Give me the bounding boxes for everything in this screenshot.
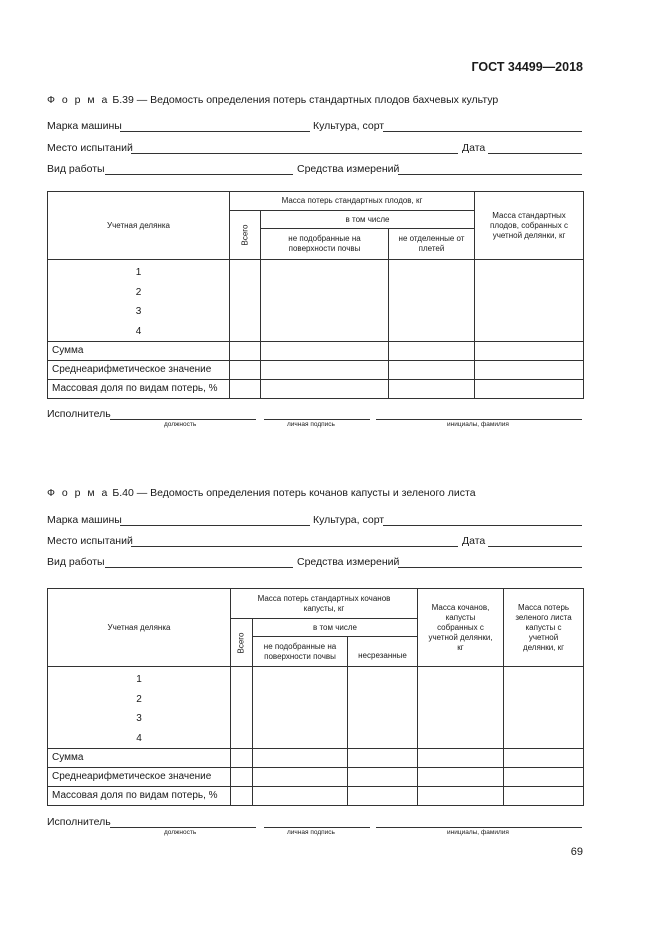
plot-number: 3 — [136, 713, 142, 724]
form-39-culture-field[interactable] — [383, 131, 582, 132]
data-cell[interactable] — [230, 260, 261, 342]
form-39-place-field[interactable] — [131, 153, 458, 154]
data-cell[interactable] — [504, 787, 584, 806]
data-cell[interactable] — [253, 768, 348, 787]
row-share-label: Массовая доля по видам потерь, % — [48, 380, 230, 399]
form-39-machine-label: Марка машины — [47, 120, 122, 132]
form-39-date-field[interactable] — [488, 153, 582, 154]
plot-numbers-cell — [48, 667, 231, 749]
data-cell[interactable] — [261, 380, 389, 399]
data-cell[interactable] — [261, 342, 389, 361]
caption-name: инициалы, фамилия — [447, 421, 509, 428]
form-39-work-field[interactable] — [105, 174, 293, 175]
form-39-name-field[interactable] — [376, 419, 582, 420]
form-40-work-field[interactable] — [105, 567, 293, 568]
form-39-culture-label: Культура, сорт — [313, 120, 385, 132]
header-collected-mass: Масса стандартных плодов, собранных с учетной делянки, кг — [475, 192, 584, 260]
data-cell[interactable] — [348, 667, 418, 749]
row-sum-label: Сумма — [48, 342, 230, 361]
data-cell[interactable] — [418, 768, 504, 787]
form-40-culture-label: Культура, сорт — [313, 514, 385, 526]
form-40-machine-label: Марка машины — [47, 514, 122, 526]
data-cell[interactable] — [389, 380, 475, 399]
header-plot: Учетная делянка — [48, 589, 231, 667]
form-40-name-field[interactable] — [376, 827, 582, 828]
form-40-machine-field[interactable] — [120, 525, 310, 526]
header-leaf-mass: Масса потерь зеленого листа капусты с учетной делянки, кг — [504, 589, 584, 667]
data-cell[interactable] — [475, 361, 584, 380]
header-total — [231, 619, 253, 667]
row-sum-label: Сумма — [48, 749, 231, 768]
form-39-machine-field[interactable] — [120, 131, 310, 132]
data-cell[interactable] — [418, 787, 504, 806]
caption-signature: личная подпись — [287, 829, 335, 836]
data-cell[interactable] — [475, 260, 584, 342]
page-number: 69 — [570, 846, 583, 858]
form-40-culture-field[interactable] — [383, 525, 582, 526]
form-40-title-text: Б.40 — Ведомость определения потерь кочанов капусты и зеленого листа — [112, 487, 476, 499]
form-40-work-label: Вид работы — [47, 556, 105, 568]
data-cell[interactable] — [231, 768, 253, 787]
form-39-instruments-label: Средства измерений — [297, 163, 400, 175]
data-cell[interactable] — [230, 361, 261, 380]
data-cell[interactable] — [389, 361, 475, 380]
caption-position: должность — [164, 421, 197, 428]
form-40-position-field[interactable] — [110, 827, 256, 828]
header-total-text: Всего — [236, 632, 246, 653]
header-loss-mass: Масса потерь стандартных кочанов капусты, кг — [231, 589, 418, 619]
data-cell[interactable] — [348, 749, 418, 768]
data-cell[interactable] — [475, 342, 584, 361]
form-39-date-label: Дата — [462, 142, 486, 154]
header-total — [230, 211, 261, 260]
data-cell[interactable] — [348, 787, 418, 806]
data-cell[interactable] — [348, 768, 418, 787]
form-40-date-label: Дата — [462, 535, 486, 547]
data-cell[interactable] — [231, 667, 253, 749]
data-cell[interactable] — [261, 260, 389, 342]
form-40-table — [47, 588, 584, 806]
form-39-position-field[interactable] — [110, 419, 256, 420]
data-cell[interactable] — [475, 380, 584, 399]
form-39-table — [47, 191, 584, 399]
caption-position: должность — [164, 829, 197, 836]
header-not-cut: несрезанные — [348, 637, 418, 667]
form-39-executor-label: Исполнитель — [47, 408, 111, 420]
data-cell[interactable] — [418, 667, 504, 749]
form-39-title-text: Б.39 — Ведомость определения потерь стандартных плодов бахчевых культур — [112, 94, 499, 106]
plot-number: 1 — [136, 674, 142, 685]
data-cell[interactable] — [418, 749, 504, 768]
row-mean-label: Среднеарифметическое значение — [48, 361, 230, 380]
row-share-label: Массовая доля по видам потерь, % — [48, 787, 231, 806]
data-cell[interactable] — [261, 361, 389, 380]
form-39-work-label: Вид работы — [47, 163, 105, 175]
data-cell[interactable] — [389, 342, 475, 361]
header-total-text: Всего — [239, 224, 249, 246]
form-40-word: Ф о р м а — [47, 487, 110, 499]
form-40-date-field[interactable] — [488, 546, 582, 547]
data-cell[interactable] — [504, 667, 584, 749]
plot-number: 4 — [136, 732, 142, 744]
data-cell[interactable] — [231, 787, 253, 806]
plot-number: 1 — [135, 267, 142, 278]
header-including: в том числе — [253, 619, 418, 637]
form-40-executor-label: Исполнитель — [47, 816, 111, 828]
data-cell[interactable] — [253, 749, 348, 768]
plot-number: 3 — [135, 306, 142, 317]
caption-name: инициалы, фамилия — [447, 829, 509, 836]
header-not-picked: не подобранные на поверхности почвы — [261, 229, 389, 260]
form-40-instruments-label: Средства измерений — [297, 556, 400, 568]
caption-signature: личная подпись — [287, 421, 335, 428]
plot-number: 4 — [135, 325, 142, 337]
form-39-signature-field[interactable] — [264, 419, 370, 420]
data-cell[interactable] — [230, 342, 261, 361]
plot-number: 2 — [135, 286, 142, 298]
plot-numbers-cell — [48, 260, 230, 342]
form-39-instruments-field[interactable] — [398, 174, 582, 175]
form-39-word: Ф о р м а — [47, 94, 110, 106]
data-cell[interactable] — [504, 749, 584, 768]
form-40-instruments-field[interactable] — [398, 567, 582, 568]
header-loss-mass: Масса потерь стандартных плодов, кг — [230, 192, 475, 211]
header-plot: Учетная делянка — [48, 192, 230, 260]
header-heads-mass: Масса кочанов, капусты собранных с учетной делянки, кг — [418, 589, 504, 667]
form-40-place-label: Место испытаний — [47, 535, 133, 547]
form-40-signature-field[interactable] — [264, 827, 370, 828]
plot-number: 2 — [136, 693, 142, 705]
row-mean-label: Среднеарифметическое значение — [48, 768, 231, 787]
document-code: ГОСТ 34499—2018 — [471, 60, 583, 74]
data-cell[interactable] — [389, 260, 475, 342]
form-40-title — [47, 487, 476, 499]
form-39-title — [47, 94, 498, 106]
form-39-place-label: Место испытаний — [47, 142, 133, 154]
header-not-separated: не отделенные от плетей — [389, 229, 475, 260]
header-including: в том числе — [261, 211, 475, 229]
data-cell[interactable] — [230, 380, 261, 399]
data-cell[interactable] — [253, 667, 348, 749]
header-not-picked: не подобранные на поверхности почвы — [253, 637, 348, 667]
form-40-place-field[interactable] — [131, 546, 458, 547]
data-cell[interactable] — [504, 768, 584, 787]
data-cell[interactable] — [253, 787, 348, 806]
data-cell[interactable] — [231, 749, 253, 768]
